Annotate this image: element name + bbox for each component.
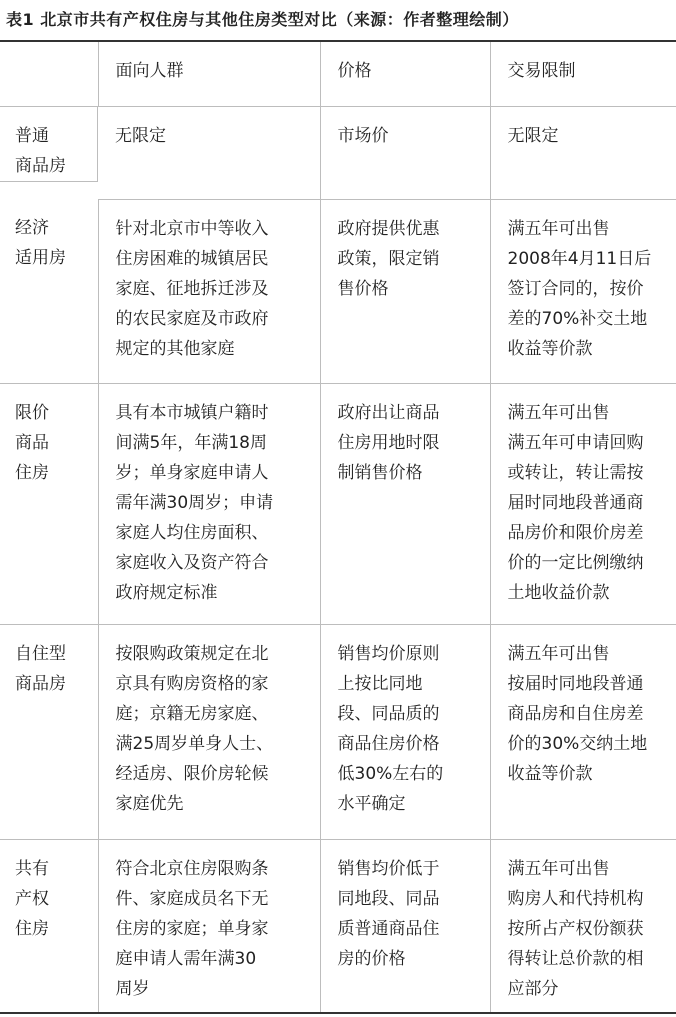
restriction-cell: 满五年可出售 满五年可申请回购 或转让，转让需按 届时同地段普通商 品房价和限价房差 价的一定比例缴纳 土地收益价款 (490, 383, 676, 624)
table-row (0, 624, 676, 839)
header-cell-price: 价格 (320, 42, 490, 106)
price-cell: 市场价 (320, 106, 490, 199)
audience-cell: 具有本市城镇户籍时 间满5年，年满18周 岁；单身家庭申请人 需年满30周岁；申请 家庭人均住房面积、 家庭收入及资产符合 政府规定标准 (98, 383, 320, 624)
table-row (0, 199, 676, 383)
header-cell-audience: 面向人群 (98, 42, 320, 106)
row-type-cell: 自住型 商品房 (0, 624, 98, 839)
row-type-cell: 普通 商品房 (0, 107, 98, 182)
table-row (0, 383, 676, 624)
price-cell: 政府出让商品 住房用地时限 制销售价格 (320, 383, 490, 624)
header-cell-restriction: 交易限制 (490, 42, 676, 106)
audience-cell: 按限购政策规定在北 京具有购房资格的家 庭；京籍无房家庭、 满25周岁单身人士、 经适房、限价房轮候 家庭优先 (98, 624, 320, 839)
restriction-cell: 满五年可出售 2008年4月11日后 签订合同的，按价 差的70%补交土地 收益等价款 (490, 199, 676, 383)
price-cell: 政府提供优惠 政策，限定销 售价格 (320, 199, 490, 383)
restriction-cell: 满五年可出售 购房人和代持机构 按所占产权份额获 得转让总价款的相 应部分 (507, 858, 644, 999)
audience-cell: 无限定 (98, 106, 320, 199)
table-title: 表1 北京市共有产权住房与其他住房类型对比（来源：作者整理绘制） (6, 10, 519, 29)
price-cell: 销售均价原则 上按比同地 段、同品质的 商品住房价格 低30%左右的 水平确定 (320, 624, 490, 839)
header-row (0, 42, 676, 106)
row-type-cell: 经济 适用房 (0, 199, 98, 383)
row-type-cell: 限价 商品 住房 (0, 383, 98, 624)
restriction-cell: 无限定 (490, 106, 676, 199)
table-row (0, 839, 676, 1012)
row-type-cell: 共有 产权 住房 (0, 839, 98, 1012)
table-row (0, 106, 676, 199)
audience-cell: 针对北京市中等收入 住房困难的城镇居民 家庭、征地拆迁涉及 的农民家庭及市政府 规定的其他家庭 (98, 199, 320, 383)
bottom-rule (0, 1012, 676, 1014)
comparison-table (0, 42, 676, 1012)
audience-cell: 符合北京住房限购条 件、家庭成员名下无 住房的家庭；单身家 庭申请人需年满30 周岁 (98, 839, 320, 1012)
header-cell-empty (0, 42, 98, 106)
price-cell: 销售均价低于 同地段、同品 质普通商品住 房的价格 (320, 839, 490, 1012)
restriction-cell: 满五年可出售 按届时同地段普通 商品房和自住房差 价的30%交纳土地 收益等价款 (490, 624, 676, 839)
